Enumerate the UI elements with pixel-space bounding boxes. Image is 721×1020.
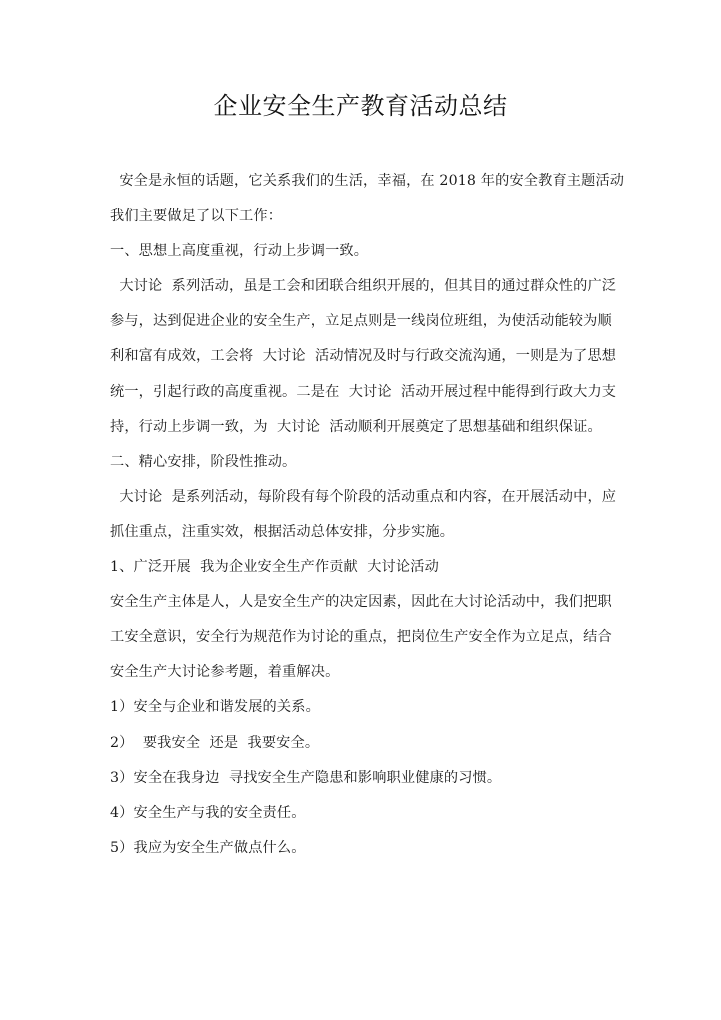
paragraph-intro-line-1: 安全是永恒的话题，它关系我们的生活，幸福，在 2018 年的安全教育主题活动 (110, 173, 625, 189)
paragraph-section-1-line-2: 参与，达到促进企业的安全生产，立足点则是一线岗位班组，为使活动能较为顺 (110, 313, 612, 330)
paragraph-subsection-1-line-3: 安全生产大讨论参考题，着重解决。 (110, 664, 340, 681)
list-item-4: 4）安全生产与我的安全责任。 (110, 804, 306, 821)
list-item-2: 2） 要我安全 还是 我要安全。 (110, 734, 320, 751)
list-item-3: 3）安全在我身边 寻找安全生产隐患和影响职业健康的习惯。 (110, 769, 502, 786)
list-item-5: 5）我应为安全生产做点什么。 (110, 839, 306, 856)
paragraph-intro-line-2: 我们主要做足了以下工作： (110, 208, 283, 225)
section-heading-2: 二、精心安排，阶段性推动。 (110, 453, 297, 470)
document-body (110, 171, 625, 873)
section-heading-1: 一、思想上高度重视，行动上步调一致。 (110, 243, 369, 260)
document-title: 企业安全生产教育活动总结 (213, 92, 508, 120)
paragraph-subsection-1-line-2: 工安全意识，安全行为规范作为讨论的重点，把岗位生产安全作为立足点，结合 (110, 629, 612, 646)
paragraph-section-2-line-2: 抓住重点，注重实效，根据活动总体安排，分步实施。 (110, 523, 455, 540)
paragraph-section-1-line-5: 持，行动上步调一致，为 大讨论 活动顺利开展奠定了思想基础和组织保证。 (110, 418, 602, 435)
paragraph-subsection-1-line-1: 安全生产主体是人，人是安全生产的决定因素，因此在大讨论活动中，我们把职 (110, 594, 612, 611)
paragraph-section-2-line-1: 大讨论 是系列活动，每阶段有每个阶段的活动重点和内容，在开展活动中，应 (110, 488, 617, 505)
paragraph-section-1-line-4: 统一，引起行政的高度重视。二是在 大讨论 活动开展过程中能得到行政大力支 (110, 383, 617, 400)
subsection-heading-1: 1、广泛开展 我为企业安全生产作贡献 大讨论活动 (110, 559, 439, 576)
paragraph-section-1-line-3: 利和富有成效，工会将 大讨论 活动情况及时与行政交流沟通，一则是为了思想 (110, 348, 617, 365)
list-item-1: 1）安全与企业和谐发展的关系。 (110, 699, 320, 716)
paragraph-section-1-line-1: 大讨论 系列活动，虽是工会和团联合组织开展的，但其目的通过群众性的广泛 (110, 278, 617, 295)
